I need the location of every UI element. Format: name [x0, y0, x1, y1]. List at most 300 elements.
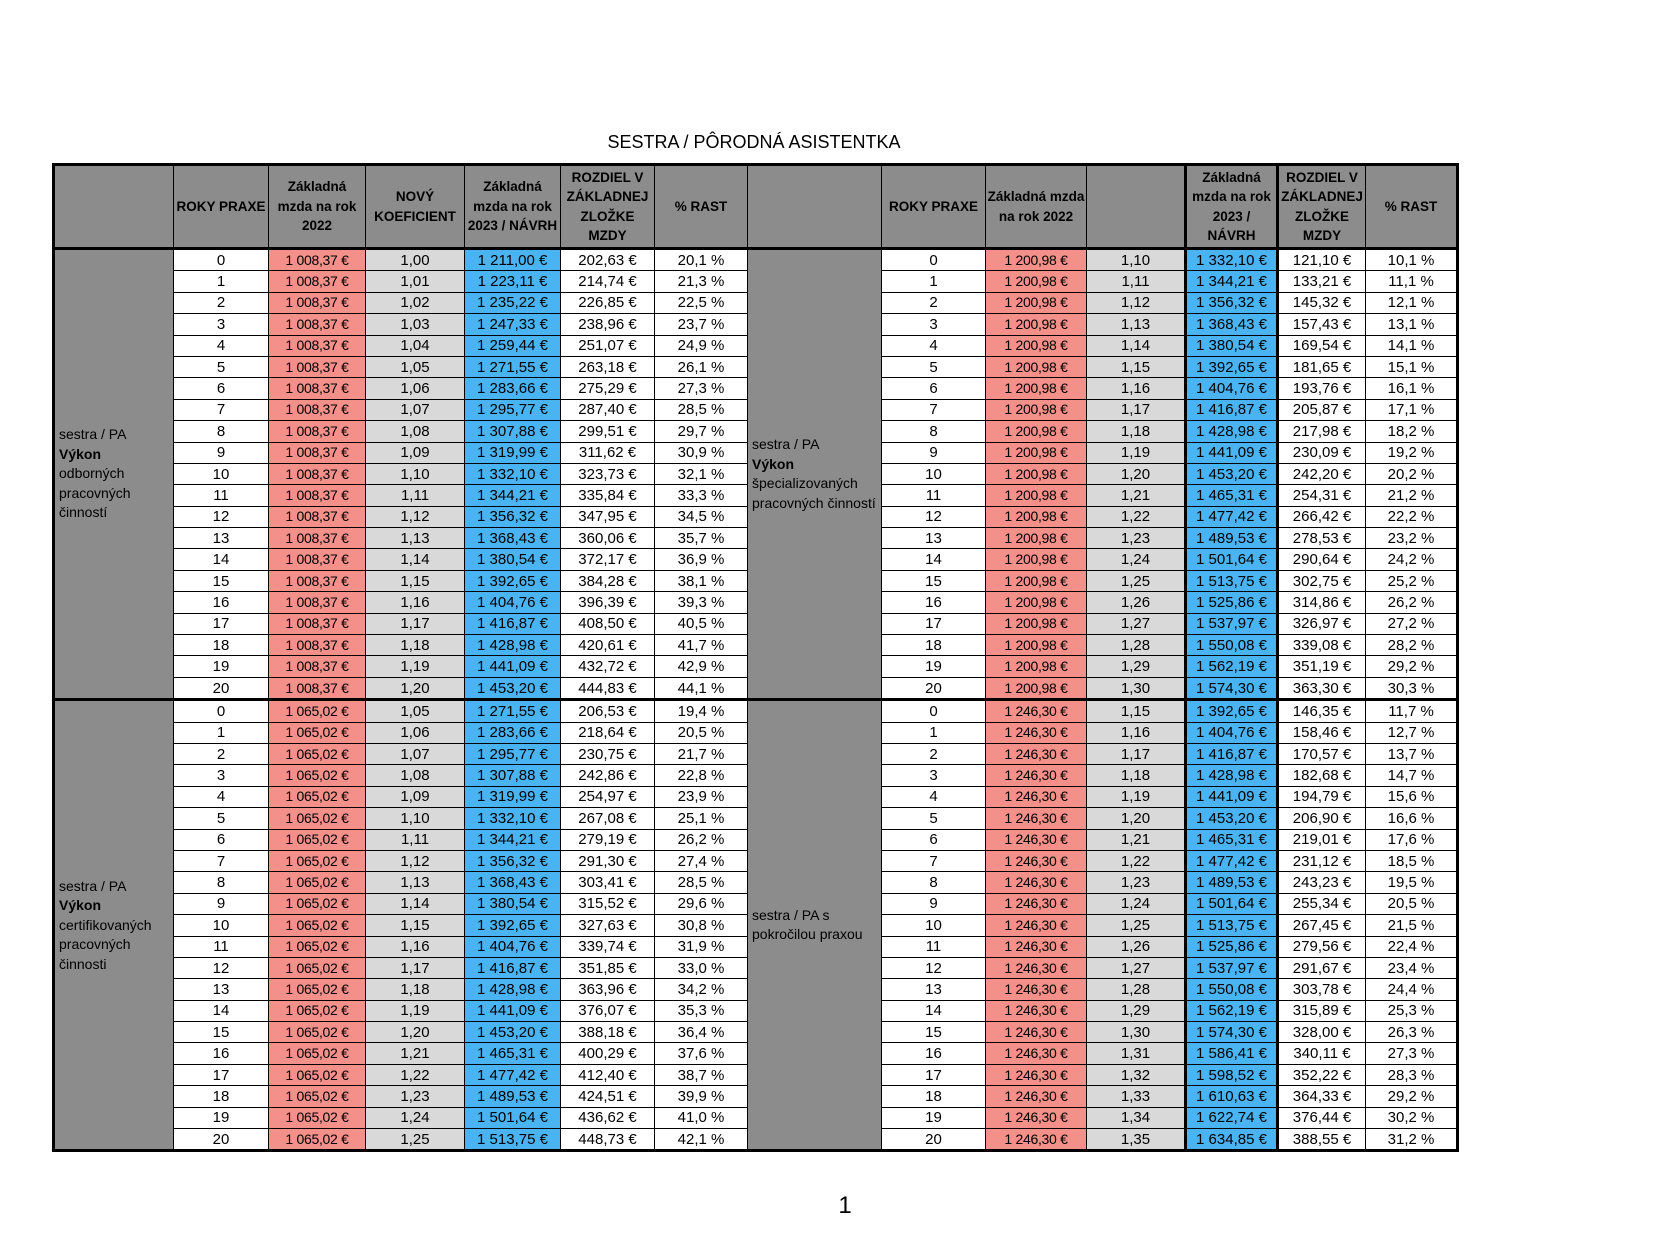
growth-cell: 28,5 %: [655, 872, 748, 893]
growth-cell: 30,2 %: [1366, 1107, 1458, 1128]
years-cell: 2: [174, 292, 269, 313]
category-label-rest: odborných pracovných činností: [59, 465, 131, 521]
salary-2023-cell: 1 513,75 €: [1186, 915, 1278, 936]
salary-2022-cell: 1 200,98 €: [986, 463, 1087, 484]
salary-2022-cell: 1 008,37 €: [269, 549, 366, 570]
salary-2023-cell: 1 392,65 €: [465, 915, 561, 936]
years-cell: 5: [174, 356, 269, 377]
years-cell: 4: [174, 335, 269, 356]
table-row: [54, 700, 1458, 722]
years-cell: 10: [882, 915, 986, 936]
years-cell: 18: [882, 1086, 986, 1107]
salary-2022-cell: 1 065,02 €: [269, 893, 366, 914]
coefficient-cell: 1,02: [366, 292, 465, 313]
years-cell: 6: [882, 829, 986, 850]
growth-cell: 23,4 %: [1366, 957, 1458, 978]
coefficient-cell: 1,20: [366, 1022, 465, 1043]
difference-cell: 311,62 €: [561, 442, 655, 463]
difference-cell: 372,17 €: [561, 549, 655, 570]
coefficient-cell: 1,33: [1087, 1086, 1186, 1107]
salary-2023-cell: 1 465,31 €: [1186, 829, 1278, 850]
years-cell: 9: [882, 442, 986, 463]
coefficient-cell: 1,25: [1087, 915, 1186, 936]
category-label: [748, 700, 882, 1151]
years-cell: 2: [882, 743, 986, 764]
growth-cell: 26,2 %: [1366, 592, 1458, 613]
salary-2023-cell: 1 525,86 €: [1186, 936, 1278, 957]
salary-2023-cell: 1 416,87 €: [1186, 743, 1278, 764]
difference-cell: 214,74 €: [561, 271, 655, 292]
salary-2022-cell: 1 246,30 €: [986, 786, 1087, 807]
years-cell: 18: [882, 635, 986, 656]
growth-cell: 26,2 %: [655, 829, 748, 850]
growth-cell: 12,7 %: [1366, 722, 1458, 743]
salary-2022-cell: 1 200,98 €: [986, 677, 1087, 699]
coefficient-cell: 1,29: [1087, 656, 1186, 677]
coefficient-cell: 1,17: [1087, 399, 1186, 420]
difference-cell: 287,40 €: [561, 399, 655, 420]
salary-2023-cell: 1 428,98 €: [1186, 765, 1278, 786]
salary-2022-cell: 1 065,02 €: [269, 722, 366, 743]
difference-cell: 448,73 €: [561, 1129, 655, 1151]
coefficient-cell: 1,14: [366, 893, 465, 914]
coefficient-cell: 1,00: [366, 249, 465, 271]
growth-cell: 27,2 %: [1366, 613, 1458, 634]
difference-cell: 267,08 €: [561, 808, 655, 829]
salary-2022-cell: 1 065,02 €: [269, 829, 366, 850]
coefficient-cell: 1,15: [1087, 700, 1186, 722]
difference-cell: 217,98 €: [1278, 421, 1366, 442]
difference-cell: 291,30 €: [561, 850, 655, 871]
difference-cell: 243,23 €: [1278, 872, 1366, 893]
salary-2022-cell: 1 065,02 €: [269, 808, 366, 829]
table-body: [54, 249, 1458, 1151]
salary-2022-cell: 1 200,98 €: [986, 635, 1087, 656]
salary-2022-cell: 1 008,37 €: [269, 635, 366, 656]
years-cell: 4: [882, 335, 986, 356]
salary-2022-cell: 1 065,02 €: [269, 1043, 366, 1064]
coefficient-cell: 1,11: [1087, 271, 1186, 292]
salary-2022-cell: 1 246,30 €: [986, 915, 1087, 936]
difference-cell: 388,18 €: [561, 1022, 655, 1043]
category-label-bold: Výkon: [752, 455, 795, 472]
salary-2022-cell: 1 246,30 €: [986, 722, 1087, 743]
years-cell: 5: [174, 808, 269, 829]
salary-2022-cell: 1 065,02 €: [269, 1022, 366, 1043]
salary-2022-cell: 1 246,30 €: [986, 1043, 1087, 1064]
growth-cell: 39,3 %: [655, 592, 748, 613]
years-cell: 4: [174, 786, 269, 807]
difference-cell: 226,85 €: [561, 292, 655, 313]
growth-cell: 11,7 %: [1366, 700, 1458, 722]
salary-2023-cell: 1 477,42 €: [1186, 850, 1278, 871]
salary-2022-cell: 1 200,98 €: [986, 378, 1087, 399]
difference-cell: 328,00 €: [1278, 1022, 1366, 1043]
salary-2023-cell: 1 307,88 €: [465, 765, 561, 786]
salary-2023-cell: 1 295,77 €: [465, 399, 561, 420]
header-row: [54, 165, 1458, 249]
salary-2023-cell: 1 380,54 €: [465, 549, 561, 570]
coefficient-cell: 1,17: [366, 957, 465, 978]
salary-2022-cell: 1 200,98 €: [986, 292, 1087, 313]
growth-cell: 14,1 %: [1366, 335, 1458, 356]
coefficient-cell: 1,18: [1087, 421, 1186, 442]
salary-2023-cell: 1 344,21 €: [1186, 271, 1278, 292]
difference-cell: 363,96 €: [561, 979, 655, 1000]
difference-cell: 275,29 €: [561, 378, 655, 399]
growth-cell: 38,7 %: [655, 1064, 748, 1085]
growth-cell: 19,5 %: [1366, 872, 1458, 893]
salary-2022-cell: 1 065,02 €: [269, 700, 366, 722]
growth-cell: 37,6 %: [655, 1043, 748, 1064]
salary-2022-cell: 1 008,37 €: [269, 356, 366, 377]
salary-2023-cell: 1 380,54 €: [465, 893, 561, 914]
coefficient-cell: 1,09: [366, 786, 465, 807]
salary-2023-cell: 1 404,76 €: [1186, 378, 1278, 399]
difference-cell: 146,35 €: [1278, 700, 1366, 722]
coefficient-cell: 1,24: [1087, 549, 1186, 570]
growth-cell: 31,9 %: [655, 936, 748, 957]
salary-2023-cell: 1 271,55 €: [465, 356, 561, 377]
growth-cell: 19,2 %: [1366, 442, 1458, 463]
difference-cell: 376,44 €: [1278, 1107, 1366, 1128]
coefficient-cell: 1,30: [1087, 677, 1186, 699]
growth-cell: 36,4 %: [655, 1022, 748, 1043]
salary-2022-cell: 1 246,30 €: [986, 936, 1087, 957]
years-cell: 7: [882, 399, 986, 420]
coefficient-cell: 1,03: [366, 314, 465, 335]
years-cell: 5: [882, 808, 986, 829]
salary-2022-cell: 1 065,02 €: [269, 979, 366, 1000]
difference-cell: 169,54 €: [1278, 335, 1366, 356]
coefficient-cell: 1,21: [366, 1043, 465, 1064]
salary-2023-cell: 1 562,19 €: [1186, 1000, 1278, 1021]
salary-2023-cell: 1 598,52 €: [1186, 1064, 1278, 1085]
difference-cell: 400,29 €: [561, 1043, 655, 1064]
growth-cell: 39,9 %: [655, 1086, 748, 1107]
salary-2023-cell: 1 416,87 €: [465, 957, 561, 978]
years-cell: 9: [882, 893, 986, 914]
header-cell: Základná mzda na rok 2023 / NÁVRH: [1186, 165, 1278, 249]
header-cell: Základná mzda na rok 2022: [269, 165, 366, 249]
growth-cell: 11,1 %: [1366, 271, 1458, 292]
difference-cell: 360,06 €: [561, 528, 655, 549]
years-cell: 7: [882, 850, 986, 871]
years-cell: 12: [882, 957, 986, 978]
years-cell: 15: [882, 570, 986, 591]
coefficient-cell: 1,18: [1087, 765, 1186, 786]
years-cell: 19: [174, 656, 269, 677]
salary-2023-cell: 1 622,74 €: [1186, 1107, 1278, 1128]
coefficient-cell: 1,20: [1087, 463, 1186, 484]
growth-cell: 23,7 %: [655, 314, 748, 335]
salary-2022-cell: 1 246,30 €: [986, 808, 1087, 829]
salary-2023-cell: 1 453,20 €: [465, 1022, 561, 1043]
coefficient-cell: 1,27: [1087, 957, 1186, 978]
coefficient-cell: 1,28: [1087, 979, 1186, 1000]
growth-cell: 21,5 %: [1366, 915, 1458, 936]
salary-2022-cell: 1 008,37 €: [269, 249, 366, 271]
coefficient-cell: 1,10: [366, 808, 465, 829]
salary-2023-cell: 1 295,77 €: [465, 743, 561, 764]
growth-cell: 34,2 %: [655, 979, 748, 1000]
salary-2022-cell: 1 065,02 €: [269, 786, 366, 807]
header-cell: ROZDIEL V ZÁKLADNEJ ZLOŽKE MZDY: [1278, 165, 1366, 249]
coefficient-cell: 1,05: [366, 700, 465, 722]
years-cell: 1: [174, 271, 269, 292]
salary-2022-cell: 1 200,98 €: [986, 528, 1087, 549]
coefficient-cell: 1,27: [1087, 613, 1186, 634]
growth-cell: 10,1 %: [1366, 249, 1458, 271]
difference-cell: 444,83 €: [561, 677, 655, 699]
salary-2023-cell: 1 319,99 €: [465, 442, 561, 463]
salary-2022-cell: 1 065,02 €: [269, 1086, 366, 1107]
salary-2022-cell: 1 008,37 €: [269, 613, 366, 634]
header-cell: NOVÝ KOEFICIENT: [366, 165, 465, 249]
growth-cell: 34,5 %: [655, 506, 748, 527]
years-cell: 17: [882, 613, 986, 634]
category-label-bold: Výkon: [59, 445, 102, 462]
salary-2023-cell: 1 428,98 €: [465, 635, 561, 656]
years-cell: 20: [174, 677, 269, 699]
salary-2022-cell: 1 008,37 €: [269, 292, 366, 313]
salary-2022-cell: 1 008,37 €: [269, 442, 366, 463]
coefficient-cell: 1,30: [1087, 1022, 1186, 1043]
salary-2023-cell: 1 513,75 €: [1186, 570, 1278, 591]
coefficient-cell: 1,18: [366, 979, 465, 1000]
header-cell: Základná mzda na rok 2022: [986, 165, 1087, 249]
difference-cell: 205,87 €: [1278, 399, 1366, 420]
growth-cell: 40,5 %: [655, 613, 748, 634]
salary-2023-cell: 1 453,20 €: [1186, 463, 1278, 484]
growth-cell: 44,1 %: [655, 677, 748, 699]
years-cell: 8: [882, 421, 986, 442]
difference-cell: 254,31 €: [1278, 485, 1366, 506]
coefficient-cell: 1,25: [1087, 570, 1186, 591]
salary-2022-cell: 1 008,37 €: [269, 485, 366, 506]
salary-2023-cell: 1 428,98 €: [1186, 421, 1278, 442]
growth-cell: 42,9 %: [655, 656, 748, 677]
growth-cell: 18,5 %: [1366, 850, 1458, 871]
years-cell: 7: [174, 399, 269, 420]
difference-cell: 206,90 €: [1278, 808, 1366, 829]
header-cell: Základná mzda na rok 2023 / NÁVRH: [465, 165, 561, 249]
growth-cell: 42,1 %: [655, 1129, 748, 1151]
coefficient-cell: 1,22: [1087, 850, 1186, 871]
growth-cell: 41,7 %: [655, 635, 748, 656]
years-cell: 11: [174, 936, 269, 957]
coefficient-cell: 1,12: [1087, 292, 1186, 313]
years-cell: 11: [174, 485, 269, 506]
growth-cell: 28,3 %: [1366, 1064, 1458, 1085]
salary-2022-cell: 1 065,02 €: [269, 957, 366, 978]
growth-cell: 22,4 %: [1366, 936, 1458, 957]
coefficient-cell: 1,15: [1087, 356, 1186, 377]
years-cell: 17: [882, 1064, 986, 1085]
salary-2022-cell: 1 200,98 €: [986, 549, 1087, 570]
salary-2023-cell: 1 416,87 €: [465, 613, 561, 634]
category-label-line1: sestra / PA: [752, 436, 820, 453]
salary-2023-cell: 1 477,42 €: [465, 1064, 561, 1085]
coefficient-cell: 1,23: [1087, 872, 1186, 893]
salary-2023-cell: 1 501,64 €: [465, 1107, 561, 1128]
salary-2022-cell: 1 200,98 €: [986, 421, 1087, 442]
salary-2023-cell: 1 489,53 €: [465, 1086, 561, 1107]
growth-cell: 15,1 %: [1366, 356, 1458, 377]
coefficient-cell: 1,15: [366, 915, 465, 936]
salary-2023-cell: 1 368,43 €: [465, 872, 561, 893]
difference-cell: 266,42 €: [1278, 506, 1366, 527]
coefficient-cell: 1,08: [366, 765, 465, 786]
salary-2022-cell: 1 246,30 €: [986, 850, 1087, 871]
salary-2022-cell: 1 246,30 €: [986, 1064, 1087, 1085]
coefficient-cell: 1,10: [366, 463, 465, 484]
growth-cell: 20,5 %: [655, 722, 748, 743]
years-cell: 18: [174, 635, 269, 656]
salary-2022-cell: 1 200,98 €: [986, 271, 1087, 292]
table-row: [54, 249, 1458, 271]
salary-2022-cell: 1 200,98 €: [986, 485, 1087, 506]
salary-2022-cell: 1 200,98 €: [986, 656, 1087, 677]
years-cell: 11: [882, 936, 986, 957]
difference-cell: 230,75 €: [561, 743, 655, 764]
difference-cell: 254,97 €: [561, 786, 655, 807]
difference-cell: 255,34 €: [1278, 893, 1366, 914]
growth-cell: 30,9 %: [655, 442, 748, 463]
salary-2023-cell: 1 368,43 €: [465, 528, 561, 549]
difference-cell: 340,11 €: [1278, 1043, 1366, 1064]
growth-cell: 30,3 %: [1366, 677, 1458, 699]
difference-cell: 230,09 €: [1278, 442, 1366, 463]
difference-cell: 352,22 €: [1278, 1064, 1366, 1085]
coefficient-cell: 1,18: [366, 635, 465, 656]
years-cell: 10: [882, 463, 986, 484]
coefficient-cell: 1,09: [366, 442, 465, 463]
growth-cell: 25,2 %: [1366, 570, 1458, 591]
salary-2022-cell: 1 200,98 €: [986, 314, 1087, 335]
difference-cell: 384,28 €: [561, 570, 655, 591]
salary-2023-cell: 1 453,20 €: [1186, 808, 1278, 829]
growth-cell: 33,3 %: [655, 485, 748, 506]
coefficient-cell: 1,19: [1087, 786, 1186, 807]
years-cell: 3: [174, 314, 269, 335]
salary-2023-cell: 1 501,64 €: [1186, 893, 1278, 914]
years-cell: 13: [882, 979, 986, 1000]
category-label-line1: sestra / PA: [59, 877, 127, 894]
years-cell: 2: [174, 743, 269, 764]
salary-2023-cell: 1 392,65 €: [1186, 356, 1278, 377]
difference-cell: 238,96 €: [561, 314, 655, 335]
coefficient-cell: 1,24: [1087, 893, 1186, 914]
difference-cell: 291,67 €: [1278, 957, 1366, 978]
salary-2023-cell: 1 513,75 €: [465, 1129, 561, 1151]
difference-cell: 251,07 €: [561, 335, 655, 356]
difference-cell: 376,07 €: [561, 1000, 655, 1021]
growth-cell: 21,3 %: [655, 271, 748, 292]
coefficient-cell: 1,23: [1087, 528, 1186, 549]
years-cell: 13: [174, 528, 269, 549]
difference-cell: 242,20 €: [1278, 463, 1366, 484]
difference-cell: 335,84 €: [561, 485, 655, 506]
growth-cell: 27,3 %: [1366, 1043, 1458, 1064]
years-cell: 10: [174, 915, 269, 936]
coefficient-cell: 1,07: [366, 743, 465, 764]
category-label-rest: certifikovaných pracovných činnosti: [59, 916, 152, 972]
coefficient-cell: 1,16: [1087, 378, 1186, 399]
years-cell: 15: [174, 1022, 269, 1043]
salary-2023-cell: 1 477,42 €: [1186, 506, 1278, 527]
coefficient-cell: 1,20: [1087, 808, 1186, 829]
years-cell: 3: [882, 314, 986, 335]
coefficient-cell: 1,25: [366, 1129, 465, 1151]
salary-2022-cell: 1 065,02 €: [269, 765, 366, 786]
salary-2023-cell: 1 441,09 €: [465, 656, 561, 677]
coefficient-cell: 1,22: [366, 1064, 465, 1085]
years-cell: 1: [882, 271, 986, 292]
salary-2022-cell: 1 008,37 €: [269, 335, 366, 356]
difference-cell: 323,73 €: [561, 463, 655, 484]
difference-cell: 145,32 €: [1278, 292, 1366, 313]
salary-2022-cell: 1 065,02 €: [269, 1129, 366, 1151]
salary-2023-cell: 1 610,63 €: [1186, 1086, 1278, 1107]
salary-2022-cell: 1 065,02 €: [269, 743, 366, 764]
coefficient-cell: 1,21: [1087, 829, 1186, 850]
difference-cell: 408,50 €: [561, 613, 655, 634]
difference-cell: 347,95 €: [561, 506, 655, 527]
coefficient-cell: 1,22: [1087, 506, 1186, 527]
salary-2022-cell: 1 008,37 €: [269, 314, 366, 335]
header-cell: ROZDIEL V ZÁKLADNEJ ZLOŽKE MZDY: [561, 165, 655, 249]
category-label-line1: sestra / PA s pokročilou praxou: [752, 906, 863, 943]
salary-2022-cell: 1 246,30 €: [986, 1086, 1087, 1107]
difference-cell: 242,86 €: [561, 765, 655, 786]
years-cell: 19: [882, 656, 986, 677]
difference-cell: 388,55 €: [1278, 1129, 1366, 1151]
coefficient-cell: 1,17: [366, 613, 465, 634]
years-cell: 9: [174, 893, 269, 914]
years-cell: 16: [174, 592, 269, 613]
coefficient-cell: 1,16: [366, 936, 465, 957]
coefficient-cell: 1,12: [366, 506, 465, 527]
coefficient-cell: 1,14: [1087, 335, 1186, 356]
salary-2022-cell: 1 065,02 €: [269, 850, 366, 871]
difference-cell: 303,41 €: [561, 872, 655, 893]
salary-2023-cell: 1 550,08 €: [1186, 979, 1278, 1000]
salary-2023-cell: 1 283,66 €: [465, 722, 561, 743]
difference-cell: 351,19 €: [1278, 656, 1366, 677]
coefficient-cell: 1,10: [1087, 249, 1186, 271]
coefficient-cell: 1,32: [1087, 1064, 1186, 1085]
coefficient-cell: 1,06: [366, 378, 465, 399]
category-label: [748, 249, 882, 700]
years-cell: 14: [174, 1000, 269, 1021]
years-cell: 15: [174, 570, 269, 591]
salary-2022-cell: 1 008,37 €: [269, 463, 366, 484]
difference-cell: 290,64 €: [1278, 549, 1366, 570]
growth-cell: 32,1 %: [655, 463, 748, 484]
growth-cell: 27,3 %: [655, 378, 748, 399]
salary-2022-cell: 1 008,37 €: [269, 592, 366, 613]
salary-2023-cell: 1 489,53 €: [1186, 528, 1278, 549]
growth-cell: 12,1 %: [1366, 292, 1458, 313]
salary-2022-cell: 1 065,02 €: [269, 915, 366, 936]
years-cell: 14: [882, 1000, 986, 1021]
coefficient-cell: 1,21: [1087, 485, 1186, 506]
salary-2023-cell: 1 404,76 €: [465, 936, 561, 957]
difference-cell: 133,21 €: [1278, 271, 1366, 292]
coefficient-cell: 1,08: [366, 421, 465, 442]
growth-cell: 23,9 %: [655, 786, 748, 807]
